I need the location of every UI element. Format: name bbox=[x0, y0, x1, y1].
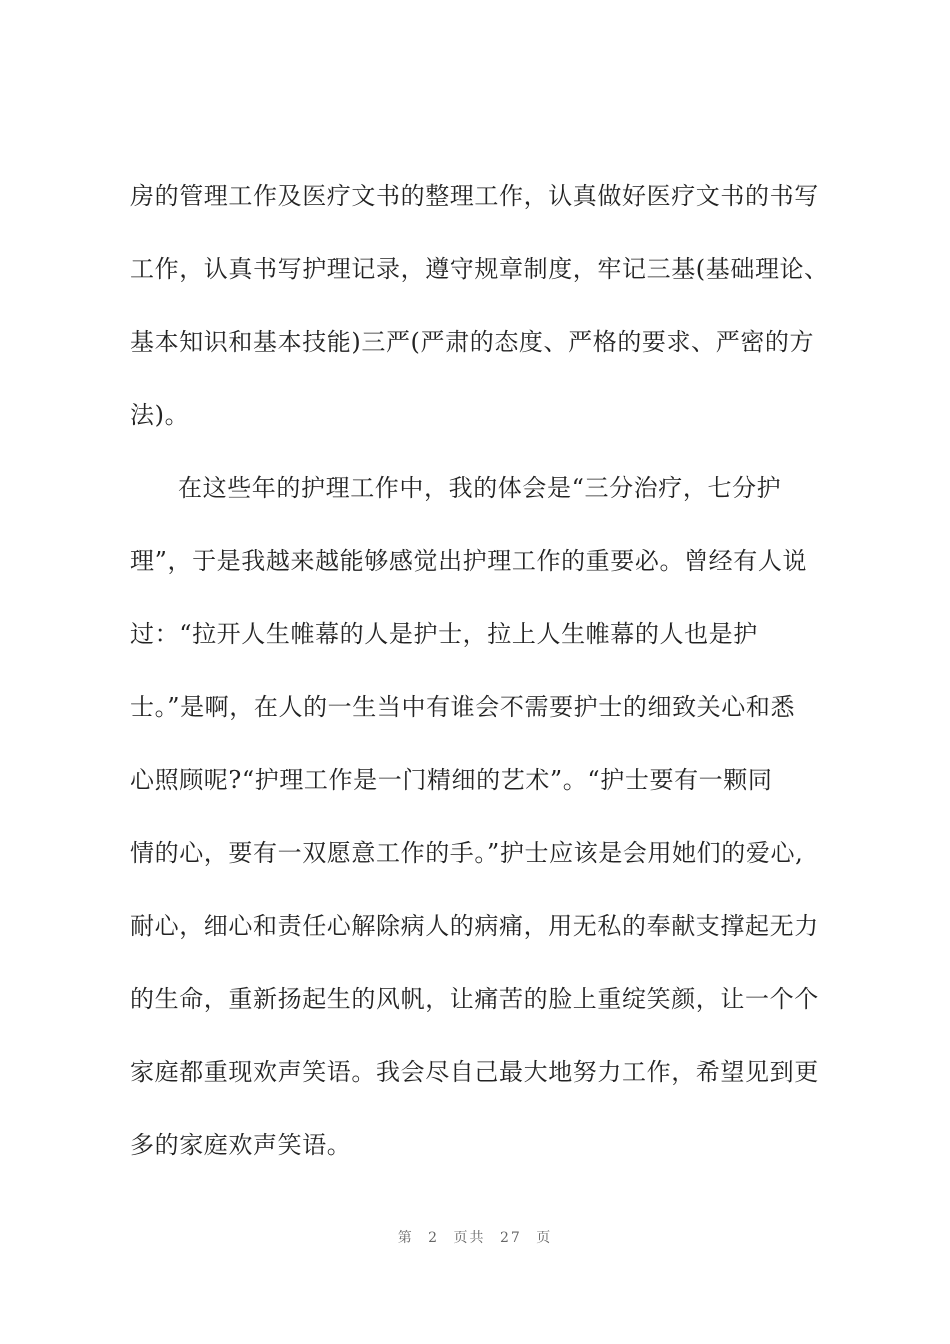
text-line: 过：“拉开人生帷幕的人是护士，拉上人生帷幕的人也是护 bbox=[130, 620, 758, 648]
footer-label-after: 页 bbox=[536, 1230, 553, 1246]
footer-label-middle: 页共 bbox=[453, 1230, 486, 1246]
text-line: 基本知识和基本技能)三严(严肃的态度、严格的要求、严密的方 bbox=[130, 328, 815, 356]
text-line: 耐心，细心和责任心解除病人的病痛，用无私的奉献支撑起无力 bbox=[130, 912, 819, 940]
text-line: 家庭都重现欢声笑语。我会尽自己最大地努力工作，希望见到更 bbox=[130, 1058, 819, 1086]
text-line: 房的管理工作及医疗文书的整理工作，认真做好医疗文书的书写 bbox=[130, 182, 819, 210]
paragraph-start-line: 在这些年的护理工作中，我的体会是“三分治疗，七分护 bbox=[178, 474, 782, 502]
footer-label-before: 第 bbox=[397, 1230, 414, 1246]
text-line: 理”，于是我越来越能够感觉出护理工作的重要必。曾经有人说 bbox=[130, 547, 808, 575]
total-page-count: 27 bbox=[500, 1230, 522, 1246]
text-line: 士。”是啊，在人的一生当中有谁会不需要护士的细致关心和悉 bbox=[130, 693, 796, 721]
text-line: 多的家庭欢声笑语。 bbox=[130, 1131, 352, 1159]
current-page-number: 2 bbox=[428, 1230, 440, 1246]
text-line: 法)。 bbox=[130, 401, 190, 429]
text-line: 的生命，重新扬起生的风帆，让痛苦的脸上重绽笑颜，让一个个 bbox=[130, 985, 819, 1013]
page-footer bbox=[0, 1227, 950, 1247]
text-line: 工作，认真书写护理记录，遵守规章制度，牢记三基(基础理论、 bbox=[130, 255, 829, 283]
text-line: 情的心，要有一双愿意工作的手。”护士应该是会用她们的爱心, bbox=[130, 839, 804, 867]
document-body bbox=[130, 160, 860, 1182]
text-line: 心照顾呢?“护理工作是一门精细的艺术”。“护士要有一颗同 bbox=[130, 766, 773, 794]
